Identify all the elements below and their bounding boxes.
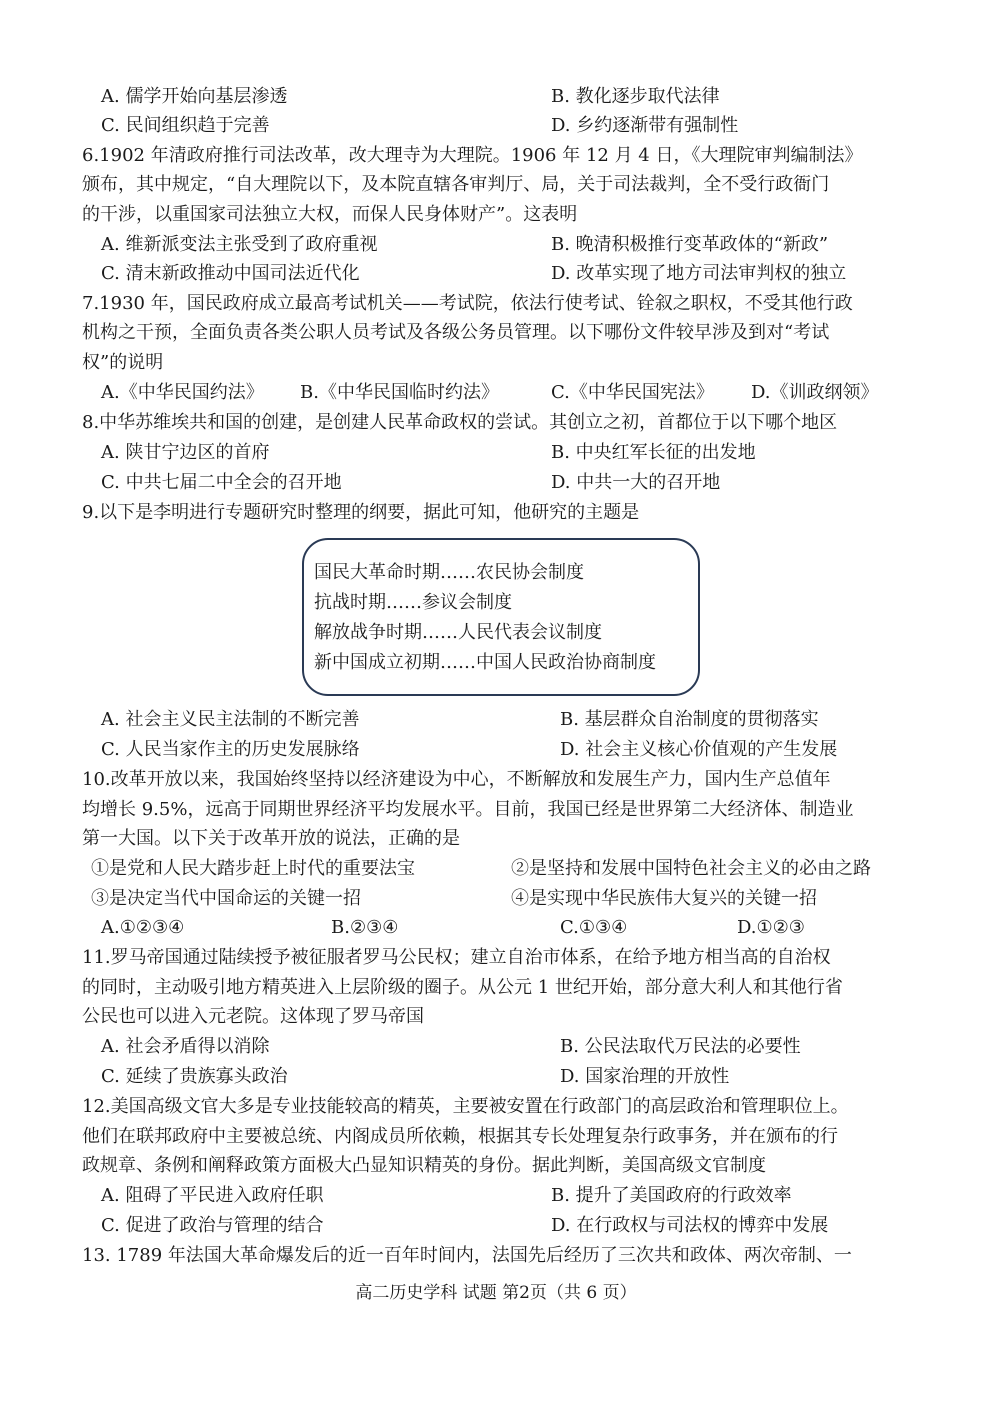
- q11-option-d: D. 国家治理的开放性: [560, 1066, 730, 1087]
- q10-option-b: B.②③④: [331, 917, 399, 938]
- q6-stem-line: 的干涉，以重国家司法独立大权，而保人民身体财产”。这表明: [82, 204, 578, 225]
- q9-option-c: C. 人民当家作主的历史发展脉络: [101, 739, 360, 760]
- q12-stem-line: 政规章、条例和阐释政策方面极大凸显知识精英的身份。据此判断，美国高级文官制度: [82, 1155, 766, 1176]
- q11-stem-line: 公民也可以进入元老院。这体现了罗马帝国: [82, 1006, 424, 1027]
- q9-option-b: B. 基层群众自治制度的贯彻落实: [560, 709, 819, 730]
- q9-option-a: A. 社会主义民主法制的不断完善: [101, 709, 360, 730]
- q12-stem-line: 12.美国高级文官大多是专业技能较高的精英，主要被安置在行政部门的高层政治和管理职位上。: [82, 1096, 849, 1117]
- q8-option-a: A. 陕甘宁边区的首府: [101, 442, 270, 463]
- q7-stem-line: 机构之干预，全面负责各类公职人员考试及各级公务员管理。以下哪份文件较早涉及到对“考试: [82, 322, 830, 343]
- q8-stem: 8.中华苏维埃共和国的创建，是创建人民革命政权的尝试。其创立之初，首都位于以下哪个地区: [82, 412, 838, 433]
- q10-statement-2: ②是坚持和发展中国特色社会主义的必由之路: [511, 858, 871, 879]
- q12-option-c: C. 促进了政治与管理的结合: [101, 1215, 324, 1236]
- q11-option-b: B. 公民法取代万民法的必要性: [560, 1036, 801, 1057]
- q10-statement-4: ④是实现中华民族伟大复兴的关键一招: [511, 888, 817, 909]
- q7-option-a: A.《中华民国约法》: [101, 382, 264, 403]
- q7-option-d: D.《训政纲领》: [751, 382, 879, 403]
- q9-outline-line: 新中国成立初期……中国人民政治协商制度: [314, 652, 656, 673]
- q10-option-a: A.①②③④: [101, 917, 185, 938]
- q6-option-c: C. 清末新政推动中国司法近代化: [101, 263, 360, 284]
- q5-option-c: C. 民间组织趋于完善: [101, 115, 270, 136]
- q9-option-d: D. 社会主义核心价值观的产生发展: [560, 739, 838, 760]
- q10-option-d: D.①②③: [737, 917, 805, 938]
- q6-option-a: A. 维新派变法主张受到了政府重视: [101, 234, 378, 255]
- q9-stem: 9.以下是李明进行专题研究时整理的纲要，据此可知，他研究的主题是: [82, 502, 640, 523]
- q11-option-c: C. 延续了贵族寡头政治: [101, 1066, 288, 1087]
- q8-option-c: C. 中共七届二中全会的召开地: [101, 472, 342, 493]
- q10-stem-line: 均增长 9.5%，远高于同期世界经济平均发展水平。目前，我国已经是世界第二大经济体、制造业: [82, 799, 854, 820]
- q8-option-b: B. 中央红军长征的出发地: [551, 442, 756, 463]
- q6-option-d: D. 改革实现了地方司法审判权的独立: [551, 263, 847, 284]
- q7-option-b: B.《中华民国临时约法》: [300, 382, 499, 403]
- q12-option-b: B. 提升了美国政府的行政效率: [551, 1185, 792, 1206]
- q13-stem: 13. 1789 年法国大革命爆发后的近一百年时间内，法国先后经历了三次共和政体、两次帝制、一: [82, 1245, 852, 1266]
- q9-outline-line: 国民大革命时期……农民协会制度: [314, 562, 584, 583]
- q5-option-a: A. 儒学开始向基层渗透: [101, 86, 288, 107]
- q11-stem-line: 11.罗马帝国通过陆续授予被征服者罗马公民权；建立自治市体系，在给予地方相当高的自治权: [82, 947, 831, 968]
- q12-option-a: A. 阻碍了平民进入政府任职: [101, 1185, 324, 1206]
- q10-statement-1: ①是党和人民大踏步赶上时代的重要法宝: [91, 858, 415, 879]
- page-footer: 高二历史学科 试题 第2页（共 6 页）: [355, 1283, 637, 1303]
- q6-stem-line: 颁布，其中规定，“自大理院以下，及本院直辖各审判厅、局，关于司法裁判，全不受行政衙门: [82, 174, 830, 195]
- q10-stem-line: 第一大国。以下关于改革开放的说法，正确的是: [82, 828, 460, 849]
- q10-statement-3: ③是决定当代中国命运的关键一招: [91, 888, 361, 909]
- q11-option-a: A. 社会矛盾得以消除: [101, 1036, 270, 1057]
- q8-option-d: D. 中共一大的召开地: [551, 472, 721, 493]
- q9-outline-box: [302, 538, 700, 696]
- q12-stem-line: 他们在联邦政府中主要被总统、内阁成员所依赖，根据其专长处理复杂行政事务，并在颁布的行: [82, 1126, 838, 1147]
- q6-stem-line: 6.1902 年清政府推行司法改革，改大理寺为大理院。1906 年 12 月 4 日，《大理院审判编制法》: [82, 145, 863, 166]
- q11-stem-line: 的同时，主动吸引地方精英进入上层阶级的圈子。从公元 1 世纪开始，部分意大利人和其他行省: [82, 977, 843, 998]
- q6-option-b: B. 晚清积极推行变革政体的“新政”: [551, 234, 829, 255]
- q7-stem-line: 权”的说明: [82, 352, 164, 373]
- q7-stem-line: 7.1930 年，国民政府成立最高考试机关——考试院，依法行使考试、铨叙之职权，不受其他行政: [82, 293, 853, 314]
- q9-outline-line: 解放战争时期……人民代表会议制度: [314, 622, 602, 643]
- q10-stem-line: 10.改革开放以来，我国始终坚持以经济建设为中心，不断解放和发展生产力，国内生产总值年: [82, 769, 831, 790]
- q9-outline-line: 抗战时期……参议会制度: [314, 592, 512, 613]
- q10-option-c: C.①③④: [560, 917, 628, 938]
- q12-option-d: D. 在行政权与司法权的博弈中发展: [551, 1215, 829, 1236]
- q5-option-d: D. 乡约逐渐带有强制性: [551, 115, 739, 136]
- q7-option-c: C.《中华民国宪法》: [551, 382, 714, 403]
- q5-option-b: B. 教化逐步取代法律: [551, 86, 720, 107]
